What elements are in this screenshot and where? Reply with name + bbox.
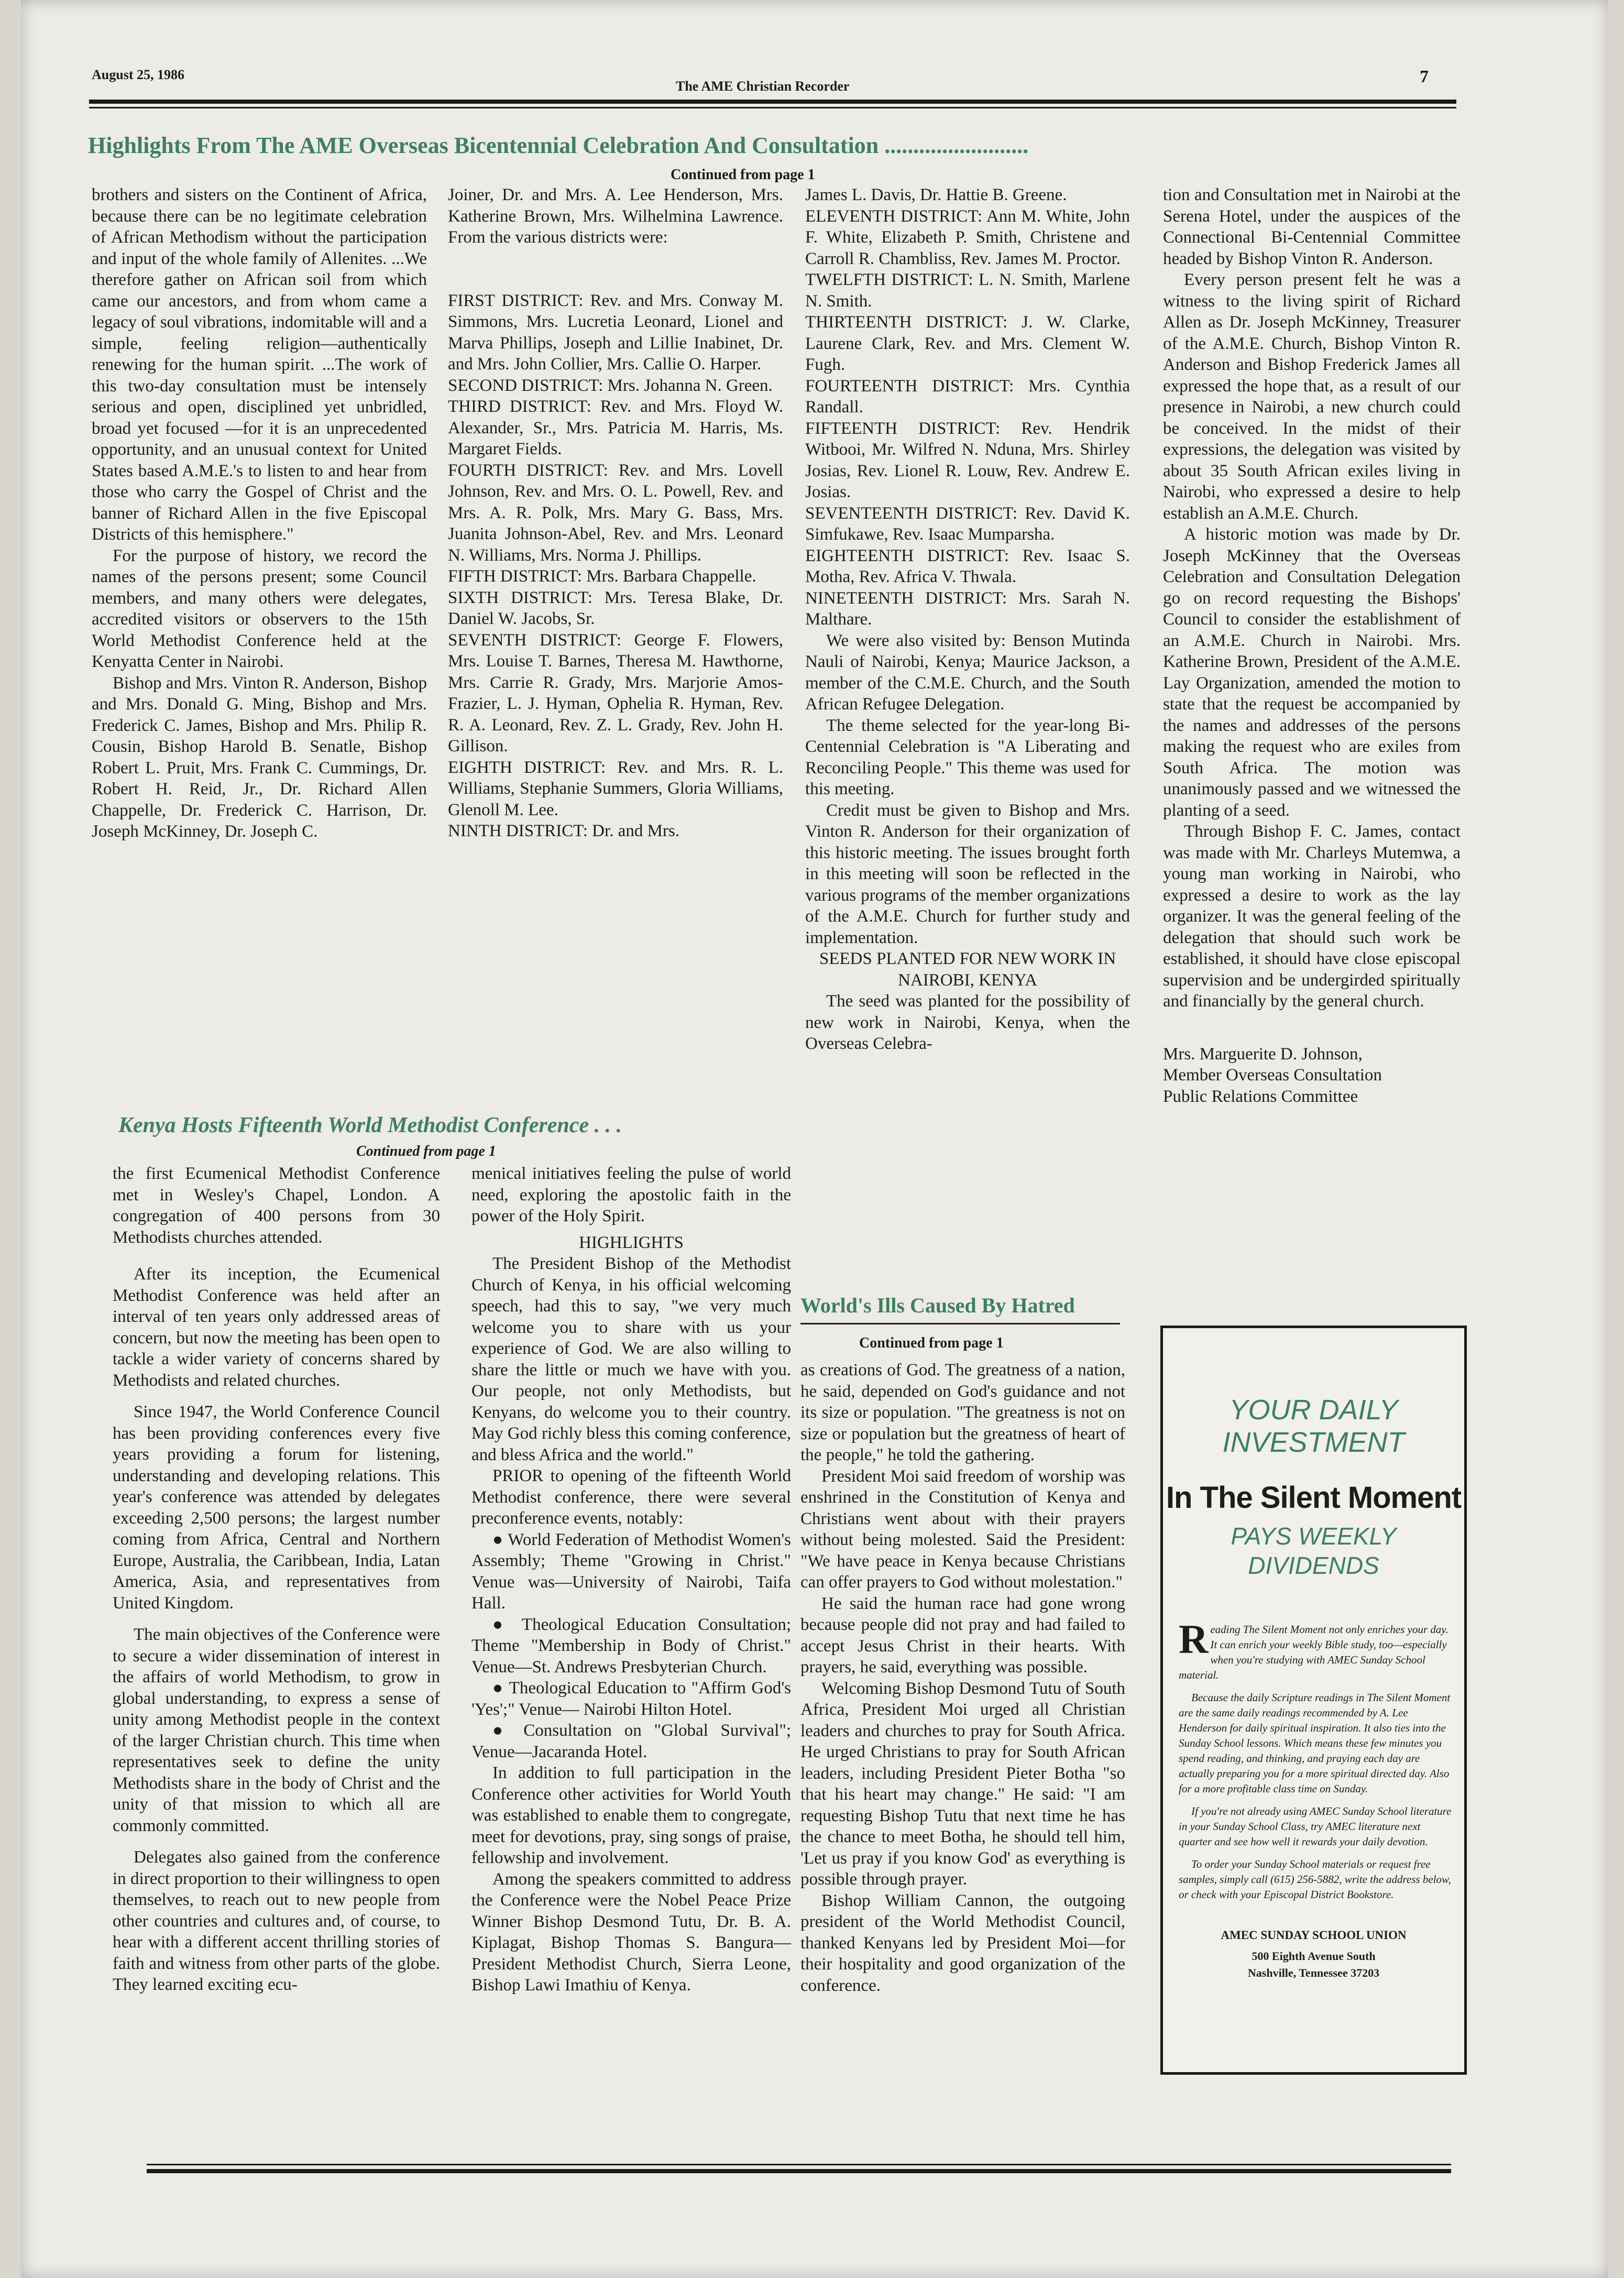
article1-col3-district18: EIGHTEENTH DISTRICT: Rev. Isaac S. Motha, Rev. Africa V. Thwala.: [805, 546, 1130, 586]
article3-col: [800, 1360, 1125, 1996]
article3-headline: World's Ills Caused By Hatred: [800, 1294, 1075, 1317]
ad-paragraph-1: eading The Silent Moment not only enriches your day. It can enrich your weekly Bible study, too—especially when you're studying with AMEC Sunday School material.: [1179, 1623, 1449, 1681]
ad-line-investment: INVESTMENT: [1222, 1427, 1405, 1458]
article1-col3-visitors: We were also visited by: Benson Mutinda Nauli of Nairobi, Kenya; Maurice Jackson, a member of the C.M.E. Church, and the South African Refugee Delegation.: [805, 631, 1130, 714]
signature-committee: Public Relations Committee: [1163, 1087, 1358, 1106]
article2-col2-event3: ● Theological Education to "Affirm God's 'Yes';" Venue— Nairobi Hilton Hotel.: [471, 1679, 791, 1719]
ad-body: [1179, 1616, 1454, 1902]
masthead-rule-thin: [89, 107, 1456, 108]
article1-col2-district1: FIRST DISTRICT: Rev. and Mrs. Conway M. Simmons, Mrs. Lucretia Leonard, Lionel and Marva Phillips, Joseph and Lillie Inabinet, Dr. and Mrs. John Collier, Mrs. Callie O. Harper.: [448, 291, 783, 374]
article1-col1-p2: For the purpose of history, we record the names of the persons present; some Council members, and many others were delegates, accredited visitors or observers to the 15th World Methodist Conference held at the Kenyatta Center in Nairobi.: [92, 546, 427, 671]
issue-date: August 25, 1986: [92, 67, 184, 82]
ad-dropcap: R: [1179, 1616, 1209, 1662]
article1-col4-p3: A historic motion was made by Dr. Joseph McKinney that the Overseas Celebration and Consultation Delegation go on record requesting the Bishops' Council to consider the establishment of an A.M.E. Church in Nairobi. Mrs. Katherine Brown, President of the A.M.E. Lay Organization, amended the motion to state that the request be accompanied by the names and addresses of the persons making the request who are exiles from South Africa. The motion was unanimously passed and we witnessed the planting of a seed.: [1163, 525, 1461, 820]
article1-col1-p1: brothers and sisters on the Continent of Africa, because there can be no legitimate celebration of African Methodism without the participation and input of the whole family of Allenites. ...We therefore gather on African soil from which came our ancestors, and from whom came a legacy of soul vibrations, indomitable will and a simple, feeling religion—authentically renewing for the human spirit. ...The work of this two-day consultation must be intensely serious and open, disciplined yet unbridled, broad yet focused —for it is an unprecedented opportunity, and an unusual context for United States based A.M.E.'s to listen to and hear from those who carry the Gospel of Christ and the banner of Richard Allen in the five Episcopal Districts of this hemisphere.": [92, 185, 427, 544]
article1-col3-district13: THIRTEENTH DISTRICT: J. W. Clarke, Laurene Clark, Rev. and Mrs. Clement W. Fugh.: [805, 313, 1130, 374]
article2-col1-p2: After its inception, the Ecumenical Methodist Conference was held after an interval of ten years only addressed areas of concern, but now the meeting has been open to tackle a wider variety of concerns shared by Methodists and related churches.: [113, 1265, 440, 1390]
article2-col2-p5: Among the speakers committed to address the Conference were the Nobel Peace Prize Winner Bishop Desmond Tutu, Dr. B. A. Kiplagat, Bishop Thomas S. Bangura—President Methodist Church, Sierra Leone, Bishop Lawi Imathiu of Kenya.: [471, 1869, 791, 1995]
article3-p3: He said the human race had gone wrong because people did not pray and had failed to accept Jesus Christ in their hearts. With prayers, he said, everything was possible.: [800, 1594, 1125, 1677]
article1-col4-p2: Every person present felt he was a witness to the living spirit of Richard Allen as Dr. Joseph McKinney, Treasurer of the A.M.E. Church, Bishop Vinton R. Anderson and Bishop Frederick James all expressed the hope that, as a result of our presence in Nairobi, a new church could be conceived. In the midst of their expressions, the delegation was visited by about 35 South African exiles living in Nairobi, who expressed a desire to help establish an A.M.E. Church.: [1163, 270, 1461, 523]
article1-col2-district3: THIRD DISTRICT: Rev. and Mrs. Floyd W. Alexander, Sr., Mrs. Patricia M. Harris, Ms. Margaret Fields.: [448, 397, 783, 458]
article2-col2-event4: ● Consultation on "Global Survival"; Venue—Jacaranda Hotel.: [471, 1721, 791, 1761]
article1-col2-district6: SIXTH DISTRICT: Mrs. Teresa Blake, Dr. Daniel W. Jacobs, Sr.: [448, 588, 783, 628]
ad-paragraph-4: To order your Sunday School materials or request free samples, simply call (615) 256-5882, write the address below, or check with your Episcopal District Bookstore.: [1179, 1858, 1451, 1901]
article1-col3-district17: SEVENTEENTH DISTRICT: Rev. David K. Simfukawe, Rev. Isaac Mumparsha.: [805, 503, 1130, 544]
article1-col3-district14: FOURTEENTH DISTRICT: Mrs. Cynthia Randall.: [805, 376, 1130, 417]
page-number: 7: [1420, 67, 1429, 86]
signature-name: Mrs. Marguerite D. Johnson,: [1163, 1044, 1363, 1064]
article1-col2: [448, 184, 783, 842]
paper-name: The AME Christian Recorder: [676, 79, 850, 94]
ad-line-your-daily: YOUR DAILY: [1229, 1394, 1398, 1426]
article2-headline: Kenya Hosts Fifteenth World Methodist Conference . . .: [118, 1113, 622, 1137]
article1-col2-district5: FIFTH DISTRICT: Mrs. Barbara Chappelle.: [448, 567, 756, 586]
footer-rule-thin: [147, 2164, 1451, 2165]
article2-col1-p4: The main objectives of the Conference were to secure a wider dissemination of interest in the affairs of world Methodism, to grow in global understanding, to express a sense of unity among Methodist people in the context of the larger Christian church. This time when representatives seek to define the unity Methodists share in the body of Christ and the unity of that mission to which all are commonly committed.: [113, 1625, 440, 1835]
article1-continued: Continued from page 1: [671, 167, 815, 183]
article1-col3-district11: ELEVENTH DISTRICT: Ann M. White, John F. White, Elizabeth P. Smith, Christene and Carroll R. Chambliss, Rev. James M. Proctor.: [805, 206, 1130, 268]
article1-col4: [1163, 184, 1461, 1107]
article2-col2-p3: PRIOR to opening of the fifteenth World Methodist conference, there were several preconference events, notably:: [471, 1466, 791, 1528]
article1-col2-district9: NINTH DISTRICT: Dr. and Mrs.: [448, 822, 679, 840]
article2-col2: [471, 1163, 791, 1996]
article3-rule: [800, 1323, 1120, 1324]
article1-col4-p4: Through Bishop F. C. James, contact was made with Mr. Charleys Mutemwa, a young man working in Nairobi, who expressed a desire to work as the lay organizer. It was the general feeling of the delegation that should such work be established, it should have close episcopal supervision and be undergirded spiritually and financially by the general church.: [1163, 822, 1461, 1011]
article2-col2-event2: ● Theological Education Consultation; Theme "Membership in Body of Christ." Venue—St. Andrews Presbyterian Church.: [471, 1615, 791, 1677]
article1-col3-seed: The seed was planted for the possibility of new work in Nairobi, Kenya, when the Overseas Celebra-: [805, 992, 1130, 1053]
ad-address-street: 500 Eighth Avenue South: [1252, 1950, 1376, 1963]
ad-line-silent-moment: In The Silent Moment: [1166, 1481, 1462, 1515]
article2-col2-p4: In addition to full participation in the Conference other activities for World Youth was established to enable them to congregate, meet for devotions, pray, sing songs of praise, fellowship and involvement.: [471, 1764, 791, 1867]
article1-col3-subhead: SEEDS PLANTED FOR NEW WORK IN NAIROBI, KENYA: [819, 949, 1116, 990]
newspaper-page: [21, 0, 1608, 2278]
article2-col1-p5: Delegates also gained from the conference in direct proportion to their willingness to open themselves, to reach out to new people from other countries and cultures and, of course, to hear with a different accent thrilling stories of faith and witness from other parts of the globe. They learned exciting ecu-: [113, 1848, 440, 1994]
article1-col3-theme: The theme selected for the year-long Bi-Centennial Celebration is "A Liberating and Reconciling People." This theme was used for this meeting.: [805, 716, 1130, 798]
article2-col1-p1: the first Ecumenical Methodist Conference met in Wesley's Chapel, London. A congregation of 400 persons from 30 Methodists churches attended.: [113, 1164, 440, 1247]
article3-p2: President Moi said freedom of worship was enshrined in the Constitution of Kenya and Christians went about with their prayers without being molested. Said the President: "We have peace in Kenya because Christians can offer prayers to God without molestation.": [800, 1466, 1125, 1592]
article1-col2-p1: Joiner, Dr. and Mrs. A. Lee Henderson, Mrs. Katherine Brown, Mrs. Wilhelmina Lawrence. From the various districts were:: [448, 185, 783, 247]
article1-col3-credit: Credit must be given to Bishop and Mrs. Vinton R. Anderson for their organization of this historic meeting. The issues brought forth in this meeting will soon be reflected in the various programs of the member organizations of the A.M.E. Church for further study and implementation.: [805, 801, 1130, 947]
ad-line-pays-weekly: PAYS WEEKLY: [1231, 1523, 1397, 1550]
article2-col2-highlights: HIGHLIGHTS: [579, 1233, 684, 1252]
signature-title: Member Overseas Consultation: [1163, 1066, 1382, 1085]
article1-col3-district12: TWELFTH DISTRICT: L. N. Smith, Marlene N. Smith.: [805, 270, 1130, 311]
masthead-rule-thick: [89, 100, 1456, 104]
article2-continued: Continued from page 1: [356, 1143, 496, 1159]
article1-col2-district2: SECOND DISTRICT: Mrs. Johanna N. Green.: [448, 376, 773, 395]
article1-col3: [805, 184, 1130, 1055]
silent-moment-ad: [1160, 1326, 1467, 2075]
article1-col2-district8: EIGHTH DISTRICT: Rev. and Mrs. R. L. Williams, Stephanie Summers, Gloria Williams, Glenoll M. Lee.: [448, 758, 783, 819]
ad-address-city: Nashville, Tennessee 37203: [1247, 1966, 1380, 1979]
footer-rule-thick: [147, 2169, 1451, 2173]
article1-col3-district19: NINETEENTH DISTRICT: Mrs. Sarah N. Malthare.: [805, 588, 1130, 629]
article2-col2-p1: menical initiatives feeling the pulse of world need, exploring the apostolic faith in the power of the Holy Spirit.: [471, 1164, 791, 1225]
article3-p4: Welcoming Bishop Desmond Tutu of South Africa, President Moi urged all Christian leaders and churches to pray for South Africa. He urged Christians to pray for South African leaders, including President Pieter Botha "so that his heart may change." He said: "I am requesting Bishop Tutu that next time he has the chance to meet Botha, he should tell him, 'Let us pray if you know God' as everything is possible through prayer.: [800, 1679, 1125, 1889]
article3-continued: Continued from page 1: [859, 1335, 1004, 1351]
article1-headline: Highlights From The AME Overseas Bicentennial Celebration And Consultation .........................: [88, 133, 1029, 158]
ad-org-name: AMEC SUNDAY SCHOOL UNION: [1221, 1929, 1407, 1942]
article1-col1-p3: Bishop and Mrs. Vinton R. Anderson, Bishop and Mrs. Donald G. Ming, Bishop and Mrs. Frederick C. James, Bishop and Mrs. Philip R. Cousin, Bishop Harold B. Senatle, Bishop Robert L. Pruit, Mrs. Frank C. Cummings, Dr. Robert H. Reid, Jr., Dr. Richard Allen Chappelle, Dr. Frederick C. Harrison, Dr. Joseph McKinney, Dr. Joseph C.: [92, 673, 427, 841]
article1-col2-district4: FOURTH DISTRICT: Rev. and Mrs. Lovell Johnson, Rev. and Mrs. O. L. Powell, Rev. and Mrs. A. R. Polk, Mrs. Mary G. Bass, Mrs. Juanita Johnson-Abel, Rev. and Mrs. Leonard N. Williams, Mrs. Norma J. Phillips.: [448, 461, 783, 565]
article3-p1: as creations of God. The greatness of a nation, he said, depended on God's guidance and not its size or population. "The greatness is not on size or population but the greatness of heart of the people," he told the gathering.: [800, 1361, 1125, 1464]
article2-col2-p2: The President Bishop of the Methodist Church of Kenya, in his official welcoming speech, had this to say, "we very much welcome you to share with us your experience of God. We are also willing to share the little or much we have with you. Our people, not only Methodists, but Kenyans, do welcome you to their country. May God richly bless this coming conference, and bless Africa and the world.": [471, 1254, 791, 1464]
article1-col3-district15: FIFTEENTH DISTRICT: Rev. Hendrik Witbooi, Mr. Wilfred N. Nduna, Mrs. Shirley Josias, Rev. Lionel R. Louw, Rev. Andrew E. Josias.: [805, 419, 1130, 501]
article2-col1: [113, 1163, 440, 1996]
ad-line-dividends: DIVIDENDS: [1248, 1552, 1379, 1579]
article2-col2-event1: ● World Federation of Methodist Women's Assembly; Theme "Growing in Christ." Venue was—University of Nairobi, Taifa Hall.: [471, 1530, 791, 1613]
article1-col1: [92, 184, 427, 842]
article3-p5: Bishop William Cannon, the outgoing president of the World Methodist Council, thanked Kenyans led by President Moi—for their hospitality and good organization of the conference.: [800, 1891, 1125, 1995]
article1-col2-district7: SEVENTH DISTRICT: George F. Flowers, Mrs. Louise T. Barnes, Theresa M. Hawthorne, Mrs. Carrie R. Grady, Mrs. Marjorie Amos-Frazier, L. J. Hyman, Ophelia R. Hyman, Rev. R. A. Leonard, Rev. Z. L. Grady, Rev. John H. Gillison.: [448, 630, 783, 755]
ad-paragraph-3: If you're not already using AMEC Sunday School literature in your Sunday School Class, try AMEC literature next quarter and see how well it rewards your daily devotion.: [1179, 1805, 1452, 1848]
article1-col4-p1: tion and Consultation met in Nairobi at the Serena Hotel, under the auspices of the Connectional Bi-Centennial Committee headed by Bishop Vinton R. Anderson.: [1163, 185, 1461, 268]
article1-col3-p1: James L. Davis, Dr. Hattie B. Greene.: [805, 185, 1067, 204]
ad-paragraph-2: Because the daily Scripture readings in The Silent Moment are the same daily readings recommended by A. Lee Henderson for daily spiritual inspiration. It also ties into the Sunday School lessons. Which means these few minutes you spend reading, and thinking, and praying each day are actually preparing you for a more spiritual directed day. Also for a more profitable class time on Sunday.: [1179, 1691, 1451, 1795]
article1-col2-spacer: [448, 248, 783, 290]
article2-col1-p3: Since 1947, the World Conference Council has been providing conferences every five years providing a forum for listening, understanding and developing relations. This year's conference was attended by delegates exceeding 2,500 persons; the largest number coming from Africa, Central and Northern Europe, Australia, the Caribbean, India, Latan America, Asia, and representatives from United Kingdom.: [113, 1403, 440, 1613]
